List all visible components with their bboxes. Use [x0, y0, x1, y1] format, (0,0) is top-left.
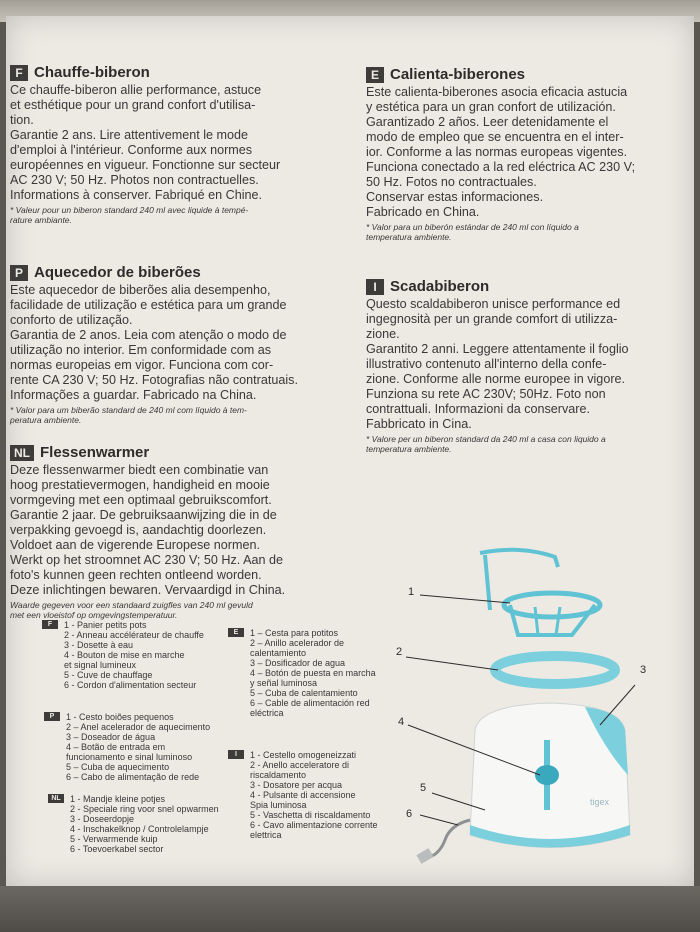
- callout-4: 4: [398, 716, 405, 728]
- parts-tag-it: I: [228, 750, 244, 759]
- section-title-pt: Aquecedor de biberões: [34, 264, 201, 281]
- parts-items-nl: 1 - Mandje kleine potjes 2 - Speciale ring voor snel opwarmen 3 - Doseerdopje 4 - Inschakelknop / Controlelampje 5 - Verwarmende kuip 6 - Toevoerkabel sector: [70, 794, 219, 854]
- parts-list-pt: [44, 712, 234, 782]
- section-title-nl: Flessenwarmer: [40, 444, 150, 461]
- parts-tag-pt: P: [44, 712, 60, 721]
- callout-6: 6: [406, 808, 413, 820]
- callout-3: 3: [640, 664, 647, 676]
- bottle-warmer-illustration: [390, 535, 690, 880]
- basket-handle: [480, 550, 558, 567]
- parts-list-fr: [42, 620, 232, 690]
- parts-list-it: [228, 750, 398, 840]
- lang-tag-nl: NL: [10, 445, 34, 461]
- lang-tag-it: I: [366, 279, 384, 295]
- section-note-es: * Valor para un biberón estándar de 240 ml con líquido a temperatura ambiente.: [366, 222, 579, 242]
- section-note-fr: * Valeur pour un biberon standard 240 ml avec liquide à tempé- rature ambiante.: [10, 205, 249, 225]
- lang-tag-fr: F: [10, 65, 28, 81]
- callout-1: 1: [408, 586, 415, 598]
- parts-tag-nl: NL: [48, 794, 64, 803]
- plug: [416, 848, 433, 864]
- parts-items-it: 1 - Cestello omogeneizzati 2 - Anello acceleratore di riscaldamento 3 - Dosatore per acqua 4 - Pulsante di accensione Spia luminosa 5 - Vaschetta di riscaldamento 6 - Cavo alimentazione corrente elettrica: [250, 750, 378, 840]
- section-nl: [10, 444, 340, 620]
- parts-items-pt: 1 - Cesto boiões pequenos 2 – Anel acelerador de aquecimento 3 – Doseador de água 4 – Botão de entrada em funcionamento e sinal luminoso 5 – Cuba de aquecimento 6 – Cabo de alimentação de rede: [66, 712, 211, 782]
- section-body-es: Este calienta-biberones asocia eficacia astucia y estética para un gran confort de utilización. Garantizado 2 años. Leer detenidamente el modo de empleo que se encuentra en el inter- ior. Conforme a las normas europeas vigentes. Funciona conectado a la red eléctrica AC 230 V; 50 Hz. Fotos no contractuales. Conservar estas informaciones. Fabricado en China.: [366, 85, 636, 219]
- section-title-fr: Chauffe-biberon: [34, 64, 150, 81]
- brand-logo: tigex: [590, 797, 610, 807]
- parts-list-es: [228, 628, 398, 718]
- callout-2: 2: [396, 646, 403, 658]
- section-it: [366, 278, 692, 454]
- parts-items-fr: 1 - Panier petits pots 2 - Anneau accélérateur de chauffe 3 - Dosette à eau 4 - Bouton de mise en marche et signal lumineux 5 - Cuve de chauffage 6 - Cordon d'alimentation secteur: [64, 620, 204, 690]
- section-note-it: * Valore per un biberon standard da 240 ml a casa con liquido a temperatura ambiente.: [366, 434, 606, 454]
- parts-tag-es: E: [228, 628, 244, 637]
- lang-tag-pt: P: [10, 265, 28, 281]
- section-pt: [10, 264, 340, 425]
- parts-list-nl: [48, 794, 248, 854]
- power-cord: [430, 820, 470, 857]
- section-body-pt: Este aquecedor de biberões alia desempenho, facilidade de utilização e estética para um grande conforto de utilização. Garantia de 2 anos. Leia com atenção o modo de utilização no interior. Em conformidade com as normas europeias em vigor. Funciona com cor- rente CA 230 V; 50 Hz. Fotografias não contratuais. Informações a guardar. Fabricado na China.: [10, 283, 298, 402]
- jar-basket: [504, 593, 600, 617]
- section-note-pt: * Valor para um biberão standard de 240 ml com líquido à tem- peratura ambiente.: [10, 405, 247, 425]
- section-body-it: Questo scaldabiberon unisce performance ed ingegnosità per un grande comfort di utilizza- zione. Garantito 2 anni. Leggere attentamente il foglio illustrativo contenuto all'interno della confe- zione. Conforme alle norme europee in vigore. Funziona su rete AC 230V; 50Hz. Foto non contrattuali. Informazioni da conservare. Fabbricato in Cina.: [366, 297, 629, 431]
- heating-ring: [495, 656, 615, 684]
- section-note-nl: Waarde gegeven voor een standaard zuigfles van 240 ml gevuld met een vloeistof op omgevingstemperatuur.: [10, 600, 253, 620]
- callout-5: 5: [420, 782, 427, 794]
- lang-tag-es: E: [366, 67, 384, 83]
- section-fr: [10, 64, 340, 225]
- section-body-nl: Deze flessenwarmer biedt een combinatie van hoog prestatievermogen, handigheid en mooie vormgeving met een optimaal gebruikscomfort. Garantie 2 jaar. De gebruiksaanwijzing die in de verpakking gevoegd is, aandachtig doorlezen. Voldoet aan de vigerende Europese normen. Werkt op het stroomnet AC 230 V; 50 Hz. Aan de foto's kunnen geen rechten ontleend worden. Deze inlichtingen bewaren. Vervaardigd in China.: [10, 463, 286, 597]
- section-es: [366, 66, 692, 242]
- section-body-fr: Ce chauffe-biberon allie performance, astuce et esthétique pour un grand confort d'utilisa- tion. Garantie 2 ans. Lire attentivement le mode d'emploi à l'intérieur. Conforme aux normes européennes en vigueur. Fonctionne sur secteur AC 230 V; 50 Hz. Photos non contractuelles. Informations à conserver. Fabriqué en Chine.: [10, 83, 281, 202]
- parts-items-es: 1 – Cesta para potitos 2 – Anillo acelerador de calentamiento 3 – Dosificador de agua 4 – Botón de puesta en marcha y señal luminosa 5 – Cuba de calentamiento 6 – Cable de alimentación red eléctrica: [250, 628, 376, 718]
- section-title-es: Calienta-biberones: [390, 66, 526, 83]
- section-title-it: Scadabiberon: [390, 278, 490, 295]
- parts-tag-fr: F: [42, 620, 58, 629]
- table-surface: [0, 886, 700, 932]
